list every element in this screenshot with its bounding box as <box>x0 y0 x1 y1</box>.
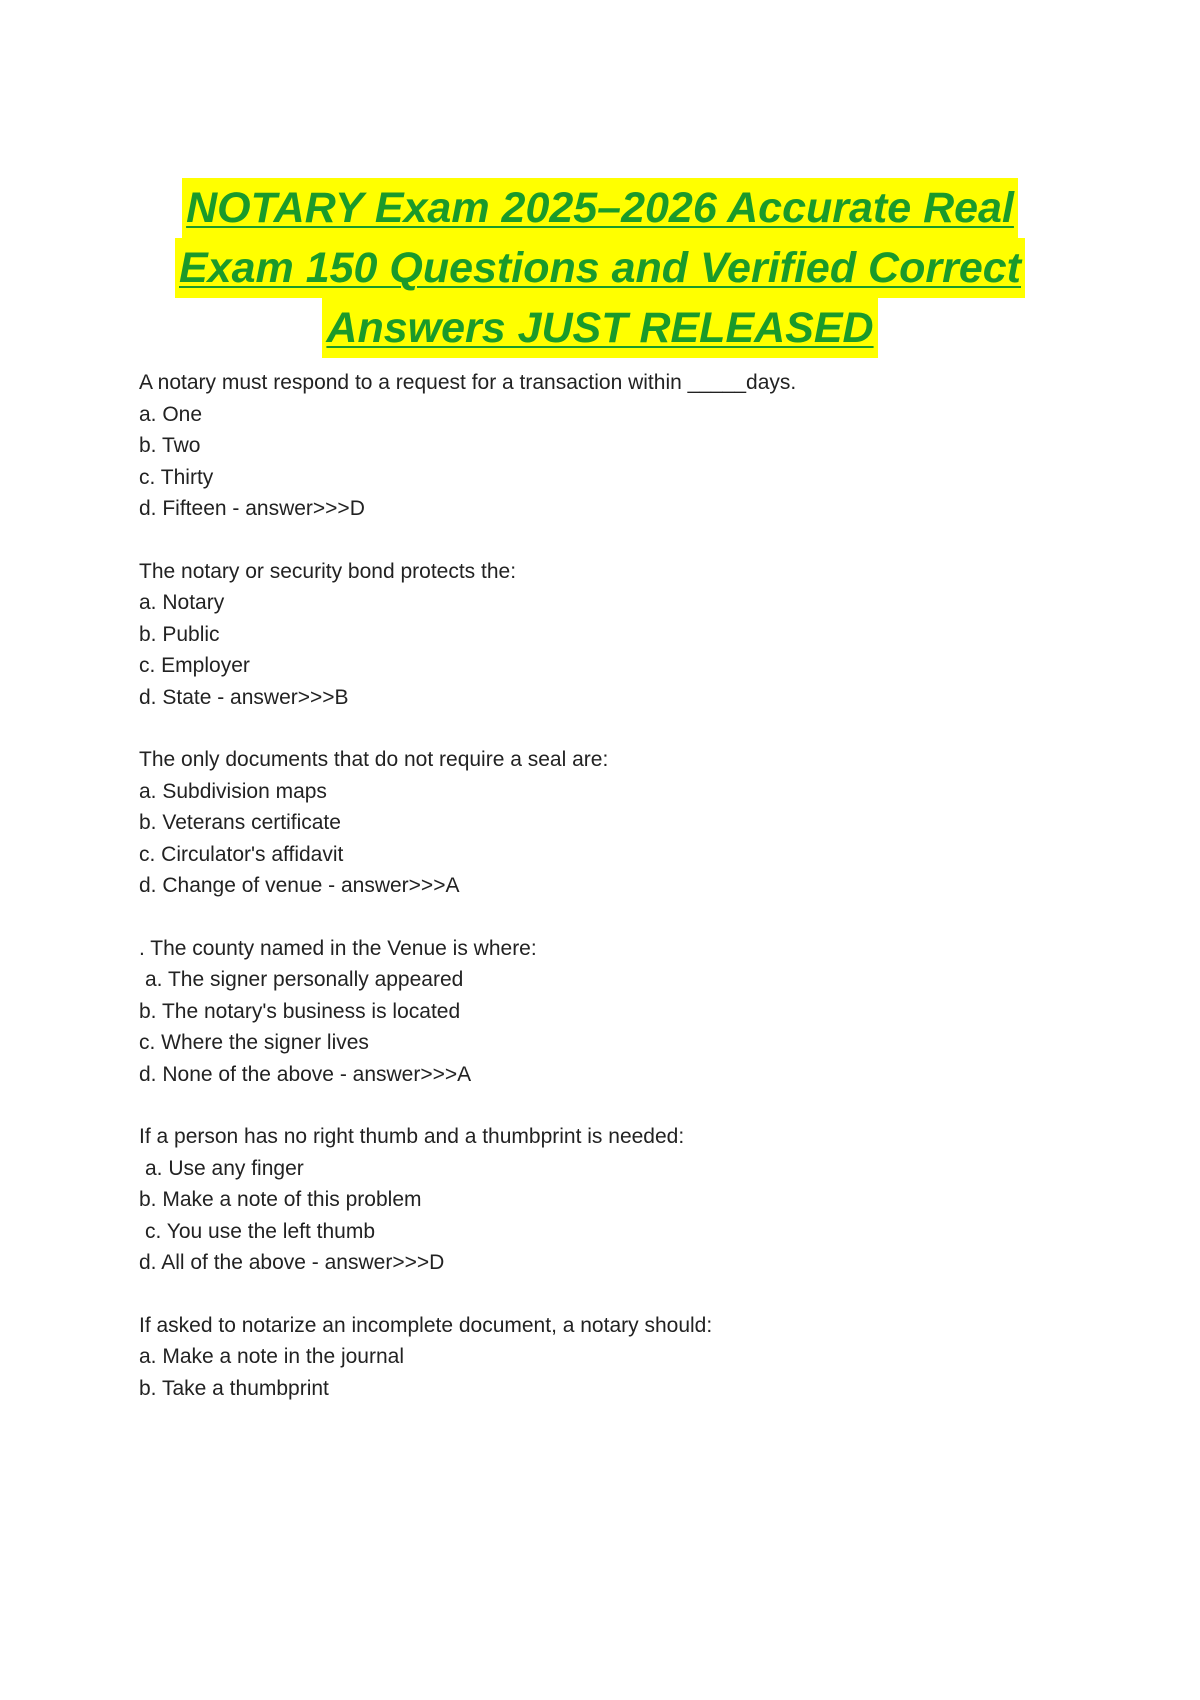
question-item <box>139 556 1039 714</box>
question-text: If asked to notarize an incomplete document, a notary should: <box>139 1313 713 1337</box>
answer-option: b. The notary's business is located <box>139 999 461 1023</box>
document-title <box>150 178 1050 358</box>
answer-option: c. Circulator's affidavit <box>139 842 344 866</box>
answer-option-with-key: d. All of the above - answer>>>D <box>139 1251 445 1274</box>
answer-option: c. You use the left thumb <box>145 1219 375 1243</box>
question-list <box>139 367 1039 1435</box>
answer-option: c. Employer <box>139 654 250 677</box>
question-item <box>139 1121 1039 1279</box>
answer-option: a. Notary <box>139 591 225 614</box>
answer-option: b. Veterans certificate <box>139 811 341 834</box>
question-item <box>139 744 1039 902</box>
answer-option: b. Take a thumbprint <box>139 1376 329 1400</box>
answer-option: a. One <box>139 402 203 426</box>
answer-option-with-key: d. None of the above - answer>>>A <box>139 1062 472 1086</box>
question-text: . The county named in the Venue is where: <box>139 936 537 960</box>
question-item <box>139 1310 1039 1405</box>
answer-option-with-key: d. Fifteen - answer>>>D <box>139 497 365 520</box>
question-item <box>139 933 1039 1091</box>
answer-option-with-key: d. Change of venue - answer>>>A <box>139 874 460 897</box>
question-text: The only documents that do not require a seal are: <box>139 748 609 771</box>
question-text: A notary must respond to a request for a transaction within _____days. <box>139 371 797 394</box>
answer-option: b. Make a note of this problem <box>139 1188 422 1211</box>
question-text: If a person has no right thumb and a thumbprint is needed: <box>139 1125 685 1148</box>
answer-option: b. Public <box>139 622 220 646</box>
answer-option: b. Two <box>139 434 201 457</box>
answer-option: a. Use any finger <box>145 1156 304 1180</box>
answer-option: c. Thirty <box>139 465 214 489</box>
question-text: The notary or security bond protects the: <box>139 559 517 583</box>
answer-option-with-key: d. State - answer>>>B <box>139 685 349 709</box>
title-line: NOTARY Exam 2025–2026 Accurate Real <box>182 178 1018 238</box>
question-item <box>139 367 1039 525</box>
answer-option: a. The signer personally appeared <box>145 968 464 991</box>
title-line: Answers JUST RELEASED <box>322 298 877 358</box>
answer-option: a. Make a note in the journal <box>139 1345 405 1368</box>
title-line: Exam 150 Questions and Verified Correct <box>175 238 1025 298</box>
answer-option: c. Where the signer lives <box>139 1031 369 1054</box>
answer-option: a. Subdivision maps <box>139 779 327 803</box>
